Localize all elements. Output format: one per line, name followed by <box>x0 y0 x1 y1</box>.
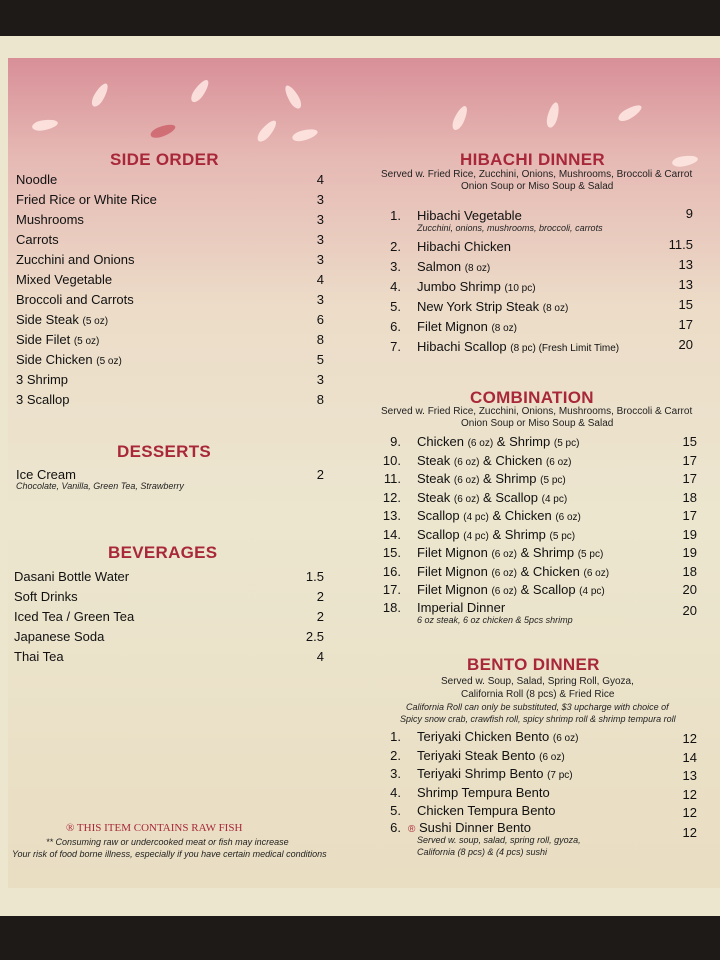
beverage-item-price: 2 <box>316 589 324 604</box>
bento-subtitle-1: Served w. Soup, Salad, Spring Roll, Gyoza, <box>441 676 634 687</box>
combination-item-b-size: (6 oz) <box>555 512 581 523</box>
raw-fish-icon: ® <box>66 822 75 834</box>
bento-item <box>417 748 565 763</box>
side-order-item-price: 3 <box>316 372 324 387</box>
combination-item-number: 10. <box>382 452 401 468</box>
bento-item-number: 3. <box>390 766 401 781</box>
bento-item-name: Teriyaki Shrimp Bento <box>417 766 544 781</box>
hibachi-item-name: New York Strip Steak <box>417 299 540 314</box>
combination-item-a: Steak <box>417 471 451 486</box>
beverage-item-price: 4 <box>316 649 324 664</box>
combination-item-a: Chicken <box>417 434 464 449</box>
hibachi-item-price: 13 <box>678 257 693 272</box>
beverage-item-price: 2.5 <box>305 629 324 644</box>
combination-item: Steak (6 oz) & Shrimp (5 pc) <box>417 471 566 486</box>
bento-item-price: 12 <box>682 731 697 746</box>
side-order-item-name: 3 Scallop <box>16 392 70 407</box>
combination-item-a-size: (6 oz) <box>453 456 480 468</box>
side-order-item <box>16 272 112 287</box>
bento-item-price: 12 <box>682 786 697 802</box>
ice-cream-price: 2 <box>316 467 324 482</box>
combination-item-a: Filet Mignon <box>417 582 488 597</box>
imperial-number: 18. <box>382 600 401 615</box>
combination-title: COMBINATION <box>470 388 594 407</box>
combination-item-b: Shrimp <box>495 471 537 486</box>
combination-item-a-size: (4 pc) <box>463 530 489 542</box>
bento-item <box>417 785 550 800</box>
combination-item-price: 17 <box>682 471 697 486</box>
side-order-item-price: 4 <box>316 272 324 287</box>
combination-item-b: Scallop <box>532 582 576 597</box>
hibachi-item <box>417 279 536 294</box>
side-order-item-price: 3 <box>316 252 324 267</box>
hibachi-item-price: 20 <box>678 337 693 352</box>
ice-cream-flavors: Chocolate, Vanilla, Green Tea, Strawberry <box>16 481 184 491</box>
combination-item-number: 17. <box>382 582 401 597</box>
combination-item: Steak (6 oz) & Chicken (6 oz) <box>417 452 572 468</box>
combination-item-b: Shrimp <box>504 526 546 542</box>
hibachi-item-number: 6. <box>390 319 401 334</box>
bento-item-price: 14 <box>682 749 697 765</box>
side-order-item-name: Side Chicken <box>16 352 93 367</box>
side-order-item-name: Carrots <box>16 232 59 247</box>
bento-item-name: Teriyaki Steak Bento <box>417 747 536 763</box>
imperial-note: 6 oz steak, 6 oz chicken & 5pcs shrimp <box>417 615 573 625</box>
bento-item-name: Teriyaki Chicken Bento <box>417 729 550 744</box>
side-order-item-price: 3 <box>316 212 324 227</box>
hibachi-item-name: Filet Mignon <box>417 319 488 334</box>
combination-item: Chicken (6 oz) & Shrimp (5 pc) <box>417 434 580 449</box>
side-order-item-name: Mixed Vegetable <box>16 272 113 287</box>
side-order-item-size: (5 oz) <box>82 316 109 327</box>
combination-item-b: Chicken <box>532 563 580 579</box>
hibachi-item-size: (8 oz) <box>491 323 517 334</box>
raw-fish-warning <box>66 822 242 834</box>
beverage-item-price: 2 <box>316 609 324 624</box>
hibachi-item-name: Jumbo Shrimp <box>417 279 501 294</box>
side-order-item-size: (5 oz) <box>73 336 100 347</box>
hibachi-item-number: 1. <box>390 208 401 223</box>
combination-item-a: Filet Mignon <box>417 545 488 560</box>
side-order-item-price: 5 <box>316 352 324 367</box>
combination-item-b-size: (4 pc) <box>579 586 605 597</box>
combination-subtitle-1: Served w. Fried Rice, Zucchini, Onions, Mushrooms, Broccoli & Carrot <box>381 406 693 417</box>
combination-item-b: Scallop <box>495 489 538 505</box>
bento-subtitle-4: Spicy snow crab, crawfish roll, spicy shrimp roll & shrimp tempura roll <box>400 714 676 724</box>
side-order-item <box>16 332 99 347</box>
bento-item-size: (6 oz) <box>552 733 579 744</box>
bento-item-size: (7 pc) <box>547 770 573 781</box>
bento-item <box>417 766 573 781</box>
combination-item-number: 11. <box>383 471 401 486</box>
side-order-item <box>16 212 84 227</box>
combination-item: Scallop (4 pc) & Shrimp (5 pc) <box>417 526 576 542</box>
combination-item-price: 19 <box>682 545 697 560</box>
bento-item-size: (6 oz) <box>539 751 565 763</box>
combination-item-a-size: (6 oz) <box>453 493 480 505</box>
bento-item-price: 12 <box>682 805 697 820</box>
hibachi-item-note: Zucchini, onions, mushrooms, broccoli, carrots <box>417 223 603 233</box>
hibachi-item-size: (8 oz) <box>542 303 569 314</box>
side-order-item <box>16 312 108 327</box>
combination-item-number: 14. <box>382 526 401 542</box>
combination-item-price: 17 <box>682 452 697 468</box>
beverage-item-name: Thai Tea <box>14 649 64 664</box>
hibachi-item-size: (10 pc) <box>504 283 536 294</box>
side-order-item <box>16 172 57 187</box>
beverage-item-name: Iced Tea / Green Tea <box>14 609 135 624</box>
beverage-item-price: 1.5 <box>305 569 324 584</box>
side-order-item-name: Side Steak <box>16 312 79 327</box>
combination-item-a: Scallop <box>417 526 460 542</box>
combination-item-a-size: (6 oz) <box>453 475 480 486</box>
imperial-name: Imperial Dinner <box>417 600 506 615</box>
side-order-item-name: Broccoli and Carrots <box>16 292 134 307</box>
combination-item-b-size: (6 oz) <box>583 567 610 579</box>
combination-item: Filet Mignon (6 oz) & Shrimp (5 pc) <box>417 545 604 560</box>
hibachi-item-size: (8 oz) <box>464 263 491 274</box>
beverage-item-name: Soft Drinks <box>14 589 78 604</box>
side-order-item <box>16 232 59 247</box>
sushi-bento-name <box>408 820 531 835</box>
raw-fish-warning-text: THIS ITEM CONTAINS RAW FISH <box>76 822 243 834</box>
combination-item-a-size: (4 pc) <box>463 512 489 523</box>
combination-item-price: 19 <box>682 526 697 542</box>
combination-item-b-size: (5 pc) <box>549 530 576 542</box>
side-order-item-name: Fried Rice or White Rice <box>16 192 157 207</box>
side-order-item-name: 3 Shrimp <box>16 372 69 387</box>
bento-item <box>417 803 556 818</box>
combination-item-b: Chicken <box>504 508 552 523</box>
bento-item-price: 13 <box>682 768 697 783</box>
combination-item-b-size: (4 pc) <box>541 493 568 505</box>
hibachi-item-price: 13 <box>678 277 693 292</box>
combination-item-b-size: (5 pc) <box>553 438 580 449</box>
hibachi-subtitle-2: Onion Soup or Miso Soup & Salad <box>461 181 614 192</box>
side-order-item <box>16 252 135 267</box>
bento-item-number: 4. <box>390 784 401 800</box>
bento-subtitle-3: California Roll can only be substituted, $3 upcharge with choice of <box>406 702 669 712</box>
combination-item: Filet Mignon (6 oz) & Chicken (6 oz) <box>417 563 610 579</box>
combination-item-b-size: (6 oz) <box>545 456 572 468</box>
hibachi-item-number: 2. <box>390 239 401 254</box>
combination-item: Scallop (4 pc) & Chicken (6 oz) <box>417 508 581 523</box>
side-order-item-size: (5 oz) <box>96 356 122 367</box>
combination-item-a: Filet Mignon <box>417 563 488 579</box>
bento-item <box>417 729 578 744</box>
hibachi-item <box>417 208 522 223</box>
side-order-item-price: 3 <box>316 292 324 307</box>
desserts-title: DESSERTS <box>117 442 212 461</box>
hibachi-item-price: 9 <box>685 206 693 221</box>
hibachi-item-number: 3. <box>390 259 401 274</box>
side-order-item-price: 6 <box>316 312 324 327</box>
side-order-item <box>16 192 157 207</box>
hibachi-item <box>417 319 517 334</box>
sushi-bento-price: 12 <box>682 825 697 840</box>
hibachi-item-name: Hibachi Vegetable <box>417 208 522 223</box>
hibachi-item <box>417 339 619 354</box>
warning-line-3: Your risk of food borne illness, especially if you have certain medical conditions <box>12 849 327 859</box>
combination-item: Filet Mignon (6 oz) & Scallop (4 pc) <box>417 582 605 597</box>
side-order-item-price: 8 <box>316 392 324 407</box>
combination-item-a-size: (6 oz) <box>467 438 494 449</box>
hibachi-item-name: Salmon <box>417 259 462 274</box>
combination-item-b-size: (5 pc) <box>540 475 566 486</box>
hibachi-item-price: 15 <box>678 297 693 312</box>
imperial-price: 20 <box>682 603 697 618</box>
side-order-item-price: 3 <box>316 232 324 247</box>
combination-item-number: 13. <box>382 508 401 523</box>
combination-item-a: Steak <box>417 452 451 468</box>
combination-item-b-size: (5 pc) <box>577 549 604 560</box>
combination-item-a-size: (6 oz) <box>491 586 517 597</box>
beverages-title: BEVERAGES <box>108 543 218 562</box>
combination-item: Steak (6 oz) & Scallop (4 pc) <box>417 489 568 505</box>
combination-item-number: 15. <box>382 545 401 560</box>
hibachi-title: HIBACHI DINNER <box>460 150 605 169</box>
hibachi-item-price: 17 <box>678 317 693 332</box>
side-order-item-name: Zucchini and Onions <box>16 252 135 267</box>
combination-item-number: 16. <box>382 563 401 579</box>
ice-cream-name: Ice Cream <box>16 467 76 482</box>
combination-item-price: 18 <box>682 563 697 579</box>
side-order-item <box>16 352 122 367</box>
beverage-item-name: Dasani Bottle Water <box>14 569 130 584</box>
beverage-item-name: Japanese Soda <box>14 629 105 644</box>
combination-item-b: Chicken <box>495 452 543 468</box>
hibachi-item-name: Hibachi Scallop <box>417 339 507 354</box>
side-order-item-price: 8 <box>316 332 324 347</box>
sushi-bento-label: Sushi Dinner Bento <box>419 820 532 835</box>
side-order-item-price: 3 <box>316 192 324 207</box>
side-order-item-name: Side Filet <box>16 332 71 347</box>
side-order-item-name: Noodle <box>16 172 58 187</box>
bento-item-number: 2. <box>390 747 401 763</box>
side-order-item-name: Mushrooms <box>16 212 84 227</box>
hibachi-item-size: (8 pc) (Fresh Limit Time) <box>510 343 620 354</box>
combination-item-price: 15 <box>682 434 697 449</box>
hibachi-item-number: 4. <box>390 279 401 294</box>
combination-item-number: 9. <box>390 434 401 449</box>
combination-item-price: 18 <box>682 489 697 505</box>
bento-item-number: 5. <box>390 803 401 818</box>
combination-item-a: Scallop <box>417 508 460 523</box>
side-order-item-price: 4 <box>316 172 324 187</box>
hibachi-item <box>417 239 511 254</box>
sushi-bento-note-2: California (8 pcs) & (4 pcs) sushi <box>417 847 548 857</box>
raw-fish-icon: ® <box>408 824 416 835</box>
bento-item-name: Shrimp Tempura Bento <box>417 784 550 800</box>
combination-item-b: Shrimp <box>532 545 575 560</box>
side-order-item <box>16 392 69 407</box>
sushi-bento-note-1: Served w. soup, salad, spring roll, gyoza, <box>417 835 581 845</box>
combination-item-a-size: (6 oz) <box>491 567 517 579</box>
hibachi-subtitle-1: Served w. Fried Rice, Zucchini, Onions, Mushrooms, Broccoli & Carrot <box>381 169 693 180</box>
sushi-bento-number: 6. <box>390 820 401 835</box>
bento-subtitle-2: California Roll (8 pcs) & Fried Rice <box>461 689 615 700</box>
combination-item-a-size: (6 oz) <box>491 549 517 560</box>
hibachi-item-name: Hibachi Chicken <box>417 239 511 254</box>
hibachi-item-number: 7. <box>390 339 401 354</box>
warning-line-2: ** Consuming raw or undercooked meat or fish may increase <box>46 837 289 847</box>
bento-item-name: Chicken Tempura Bento <box>417 803 556 818</box>
side-order-item <box>16 292 134 307</box>
combination-item-b: Shrimp <box>509 434 551 449</box>
combination-item-price: 17 <box>682 508 697 523</box>
combination-item-price: 20 <box>682 582 697 597</box>
bento-item-number: 1. <box>390 729 401 744</box>
hibachi-item <box>417 259 490 274</box>
combination-item-a: Steak <box>417 489 451 505</box>
side-order-item <box>16 372 68 387</box>
side-order-title: SIDE ORDER <box>110 150 219 169</box>
combination-item-number: 12. <box>382 489 401 505</box>
hibachi-item <box>417 299 568 314</box>
hibachi-item-number: 5. <box>390 299 401 314</box>
bento-title: BENTO DINNER <box>467 655 600 674</box>
combination-subtitle-2: Onion Soup or Miso Soup & Salad <box>461 418 614 429</box>
hibachi-item-price: 11.5 <box>668 237 693 252</box>
